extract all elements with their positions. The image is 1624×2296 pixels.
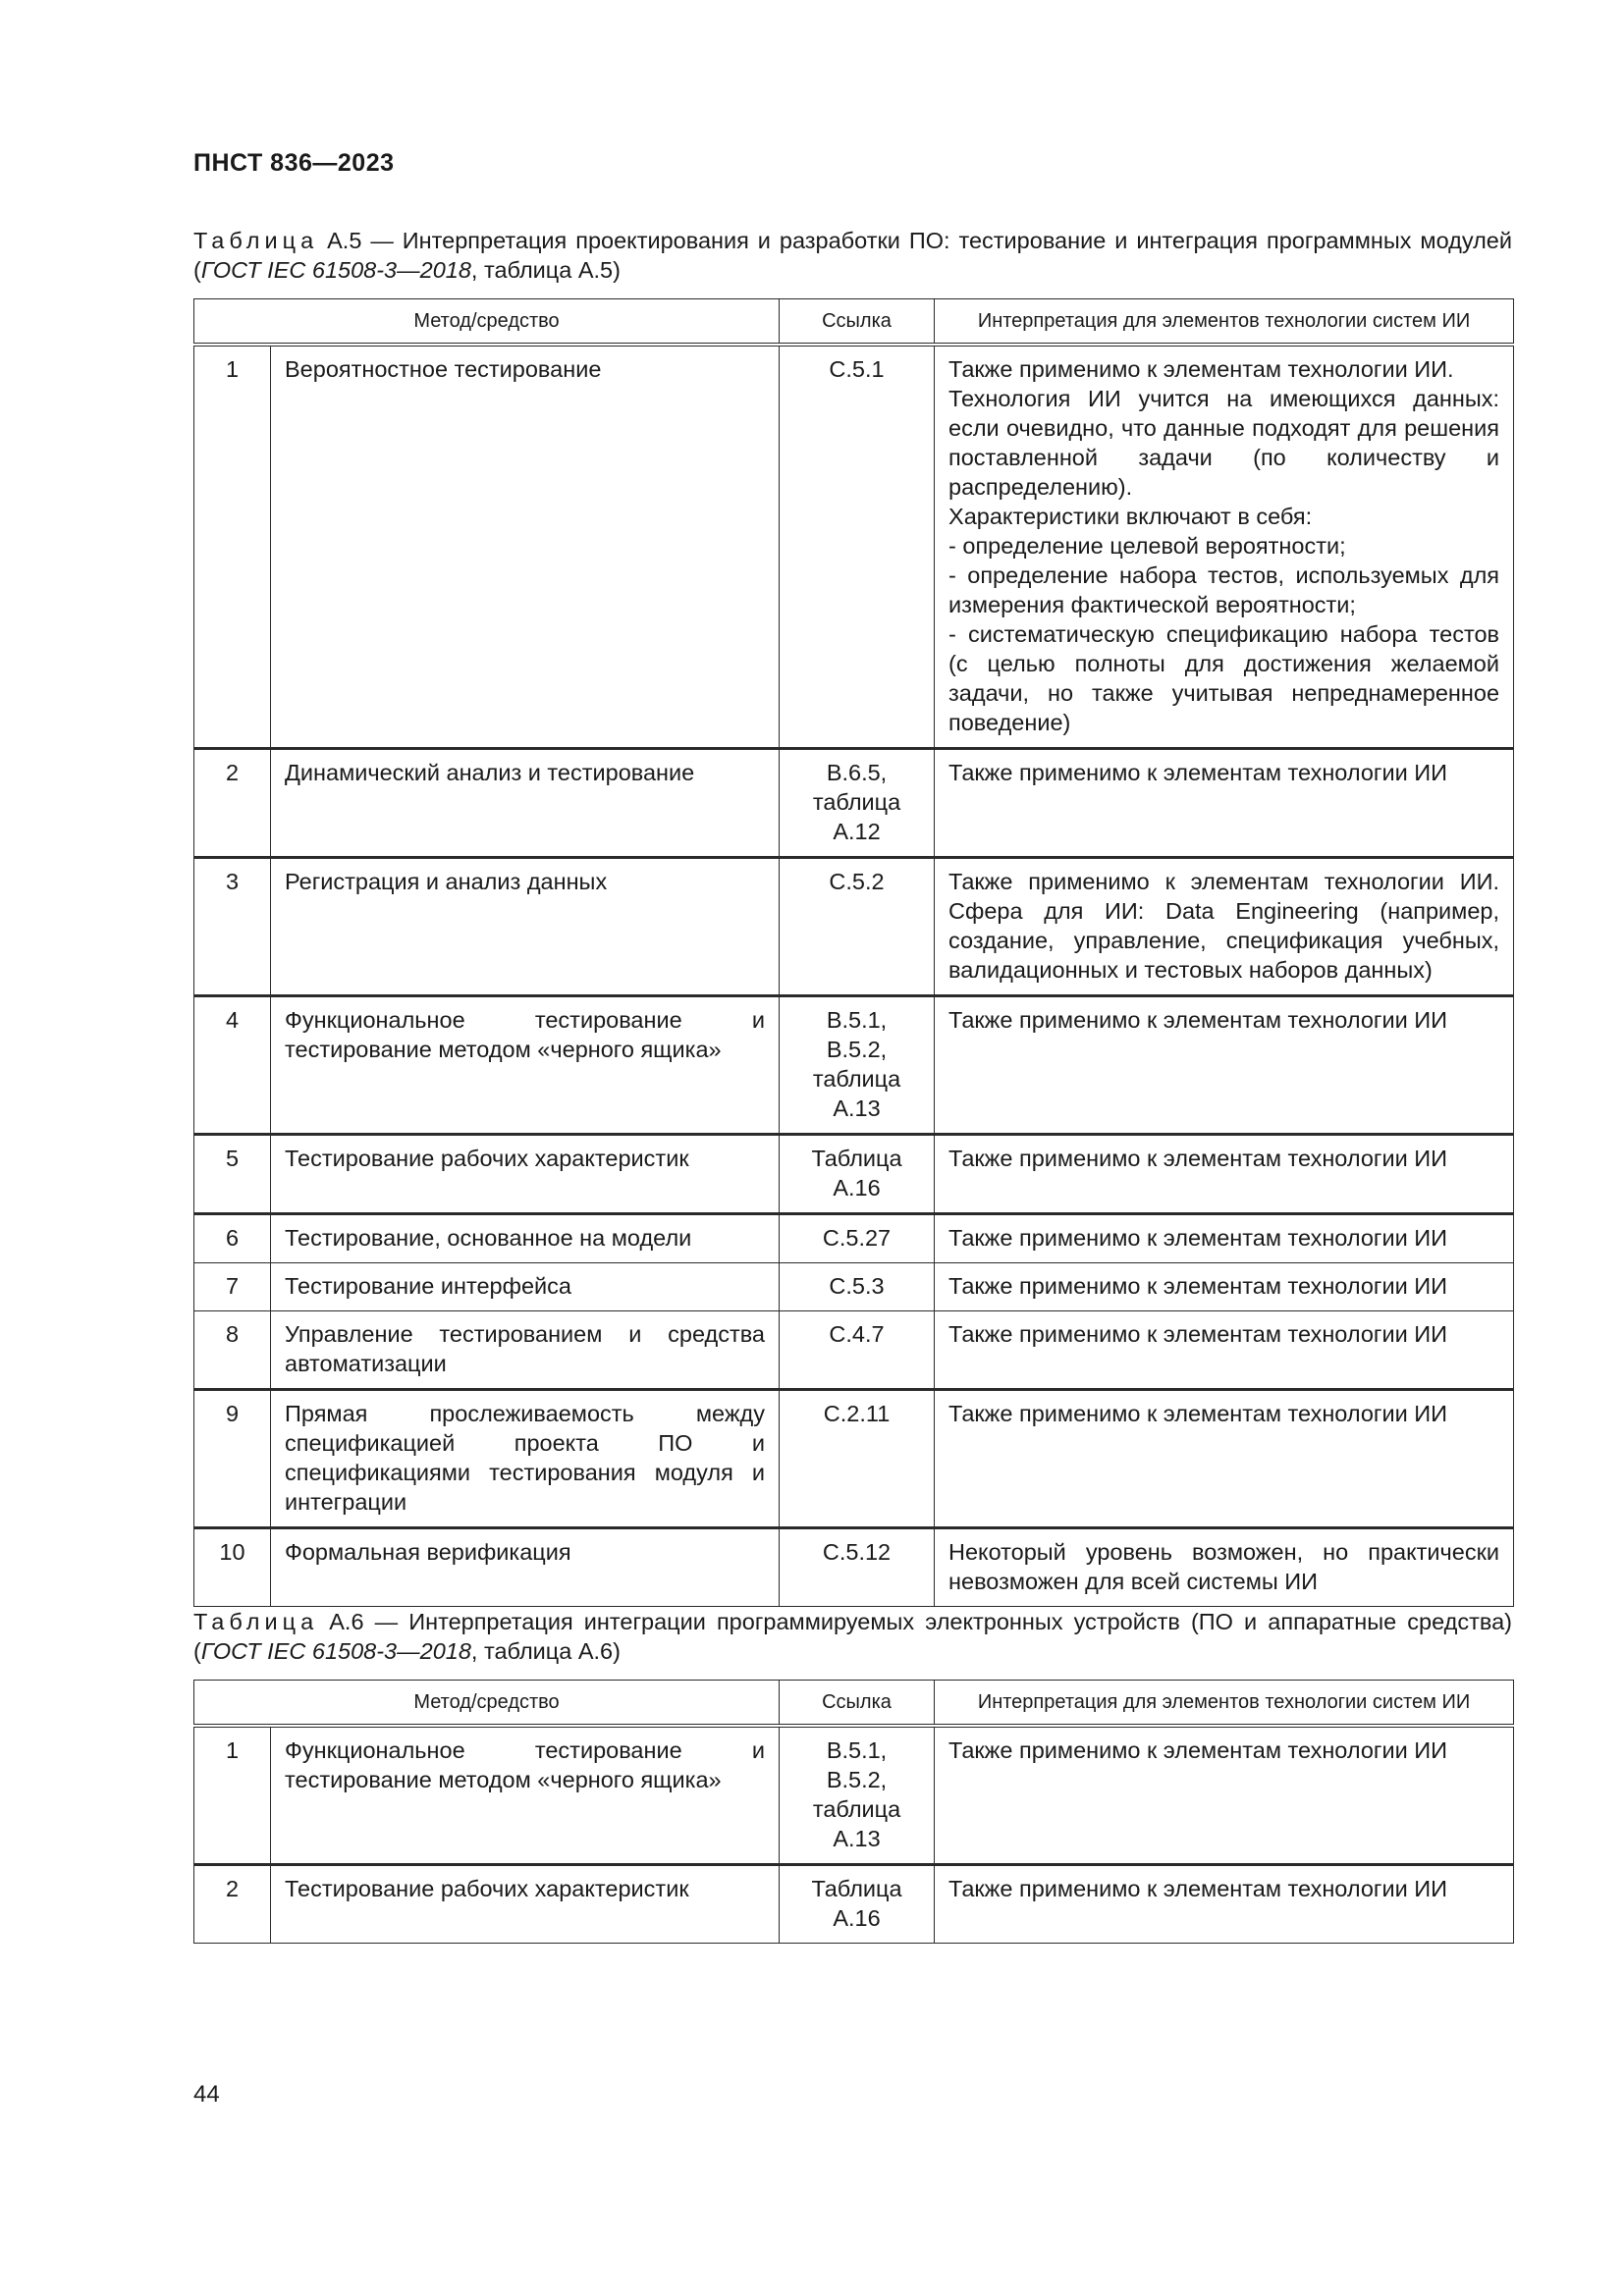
interpretation-line: Также применимо к элементам технологии ИИ (948, 1007, 1448, 1033)
reference-line: таблица (812, 1066, 901, 1092)
interpretation-line: Также применимо к элементам технологии ИИ (948, 1876, 1448, 1901)
interpretation-line: - систематическую спецификацию набора тестов (с целью полноты для достижения желаемой задачи, но также учитывая непреднамеренное поведение) (948, 621, 1500, 735)
interpretation-cell (935, 1214, 1514, 1263)
interpretation-cell (935, 1135, 1514, 1214)
reference-cell (780, 858, 935, 996)
table-row (194, 1726, 1514, 1865)
column-header-interpretation: Интерпретация для элементов технологии систем ИИ (935, 1681, 1514, 1727)
interpretation-line: Технология ИИ учится на имеющихся данных: если очевидно, что данные подходят для решения поставленной задачи (по количеству и распределению). (948, 386, 1500, 500)
reference-line: Таблица (811, 1876, 902, 1901)
interpretation-line: Также применимо к элементам технологии ИИ. Сфера для ИИ: Data Engineering (например, создание, управление, спецификация учебных, валидационных и тестовых наборов данных) (948, 869, 1500, 983)
interpretation-line: Также применимо к элементам технологии ИИ (948, 1737, 1448, 1763)
table-a5-caption (193, 226, 1512, 285)
reference-cell (780, 1214, 935, 1263)
reference-line: С.5.27 (822, 1225, 892, 1251)
reference-line: С.5.1 (829, 356, 885, 382)
interpretation-cell (935, 1390, 1514, 1528)
page-number: 44 (193, 2081, 220, 2108)
interpretation-cell (935, 1865, 1514, 1944)
interpretation-line: Также применимо к элементам технологии ИИ (948, 1146, 1448, 1171)
interpretation-cell (935, 996, 1514, 1135)
table-row (194, 1263, 1514, 1311)
reference-cell (780, 1263, 935, 1311)
table-a5 (193, 298, 1514, 1607)
interpretation-cell (935, 1726, 1514, 1865)
table-row (194, 1214, 1514, 1263)
reference-cell (780, 1726, 935, 1865)
reference-line: Таблица (811, 1146, 902, 1171)
reference-line: А.13 (833, 1826, 881, 1851)
row-number: 7 (194, 1263, 271, 1311)
row-number: 9 (194, 1390, 271, 1528)
table-a6 (193, 1680, 1514, 1944)
table-header-row (194, 299, 1514, 346)
method-cell: Вероятностное тестирование (271, 345, 780, 749)
table-a6-body (194, 1726, 1514, 1944)
row-number: 3 (194, 858, 271, 996)
method-cell: Тестирование интерфейса (271, 1263, 780, 1311)
reference-line: А.16 (833, 1175, 881, 1201)
row-number: 1 (194, 345, 271, 749)
method-cell: Управление тестированием и средства автоматизации (271, 1311, 780, 1390)
table-row (194, 1390, 1514, 1528)
interpretation-line: Также применимо к элементам технологии ИИ (948, 1321, 1448, 1347)
reference-cell (780, 1311, 935, 1390)
interpretation-line: Также применимо к элементам технологии ИИ (948, 1401, 1448, 1426)
interpretation-line: Также применимо к элементам технологии ИИ (948, 1273, 1448, 1299)
interpretation-line: Также применимо к элементам технологии ИИ (948, 760, 1448, 785)
reference-cell (780, 749, 935, 858)
caption-standard-ref: ГОСТ IEC 61508-3—2018 (200, 257, 471, 283)
table-a5-body (194, 345, 1514, 1607)
column-header-method: Метод/средство (194, 1681, 780, 1727)
method-cell: Тестирование рабочих характеристик (271, 1865, 780, 1944)
reference-line: В.5.1, (826, 1007, 888, 1033)
interpretation-cell (935, 858, 1514, 996)
method-cell: Регистрация и анализ данных (271, 858, 780, 996)
reference-line: В.5.1, (826, 1737, 888, 1763)
table-row (194, 858, 1514, 996)
reference-line: С.4.7 (829, 1321, 885, 1347)
reference-line: С.2.11 (823, 1401, 891, 1426)
reference-line: В.5.2, (826, 1037, 888, 1062)
row-number: 8 (194, 1311, 271, 1390)
column-header-reference: Ссылка (780, 299, 935, 346)
document-id-header: ПНСТ 836—2023 (193, 149, 395, 177)
reference-line: С.5.2 (829, 869, 885, 894)
caption-prefix: Таблица (193, 1609, 319, 1634)
table-row (194, 345, 1514, 749)
row-number: 2 (194, 1865, 271, 1944)
table-row (194, 1135, 1514, 1214)
method-cell: Прямая прослеживаемость между спецификацией проекта ПО и спецификациями тестирования модуля и интеграции (271, 1390, 780, 1528)
interpretation-line: Также применимо к элементам технологии ИИ. (948, 356, 1454, 382)
reference-line: В.5.2, (826, 1767, 888, 1792)
interpretation-cell (935, 345, 1514, 749)
interpretation-cell (935, 1528, 1514, 1607)
column-header-method: Метод/средство (194, 299, 780, 346)
reference-line: С.5.12 (822, 1539, 892, 1565)
reference-line: таблица (812, 789, 901, 815)
table-header-row (194, 1681, 1514, 1727)
method-cell: Функциональное тестирование и тестирование методом «черного ящика» (271, 1726, 780, 1865)
reference-line: С.5.3 (829, 1273, 885, 1299)
caption-text: А.5 — Интерпретация проектирования и разработки ПО: тестирование и интеграция программных модулей ( (193, 228, 1512, 283)
row-number: 2 (194, 749, 271, 858)
reference-line: А.12 (833, 819, 881, 844)
method-cell: Динамический анализ и тестирование (271, 749, 780, 858)
reference-cell (780, 345, 935, 749)
table-a6-caption (193, 1607, 1512, 1666)
row-number: 1 (194, 1726, 271, 1865)
table-row (194, 749, 1514, 858)
reference-cell (780, 996, 935, 1135)
interpretation-cell (935, 1311, 1514, 1390)
reference-cell (780, 1390, 935, 1528)
reference-line: В.6.5, (826, 760, 888, 785)
reference-cell (780, 1135, 935, 1214)
method-cell: Тестирование, основанное на модели (271, 1214, 780, 1263)
interpretation-cell (935, 1263, 1514, 1311)
caption-text: А.6 — Интерпретация интеграции программируемых электронных устройств (ПО и аппаратные средства) ( (193, 1609, 1512, 1664)
table-row (194, 996, 1514, 1135)
reference-cell (780, 1865, 935, 1944)
reference-line: А.13 (833, 1095, 881, 1121)
caption-text-end: , таблица А.5) (470, 257, 621, 283)
table-row (194, 1311, 1514, 1390)
table-row (194, 1528, 1514, 1607)
interpretation-cell (935, 749, 1514, 858)
interpretation-line: Также применимо к элементам технологии ИИ (948, 1225, 1448, 1251)
table-row (194, 1865, 1514, 1944)
reference-line: таблица (812, 1796, 901, 1822)
method-cell: Формальная верификация (271, 1528, 780, 1607)
interpretation-line: - определение набора тестов, используемых для измерения фактической вероятности; (948, 562, 1500, 617)
interpretation-line: Некоторый уровень возможен, но практически невозможен для всей системы ИИ (948, 1539, 1500, 1594)
row-number: 5 (194, 1135, 271, 1214)
column-header-reference: Ссылка (780, 1681, 935, 1727)
row-number: 10 (194, 1528, 271, 1607)
reference-cell (780, 1528, 935, 1607)
caption-standard-ref: ГОСТ IEC 61508-3—2018 (200, 1638, 471, 1664)
caption-prefix: Таблица (193, 228, 319, 253)
method-cell: Функциональное тестирование и тестирование методом «черного ящика» (271, 996, 780, 1135)
method-cell: Тестирование рабочих характеристик (271, 1135, 780, 1214)
column-header-interpretation: Интерпретация для элементов технологии систем ИИ (935, 299, 1514, 346)
interpretation-line: - определение целевой вероятности; (948, 533, 1346, 559)
caption-text-end: , таблица А.6) (470, 1638, 621, 1664)
row-number: 4 (194, 996, 271, 1135)
row-number: 6 (194, 1214, 271, 1263)
interpretation-line: Характеристики включают в себя: (948, 504, 1313, 529)
reference-line: А.16 (833, 1905, 881, 1931)
